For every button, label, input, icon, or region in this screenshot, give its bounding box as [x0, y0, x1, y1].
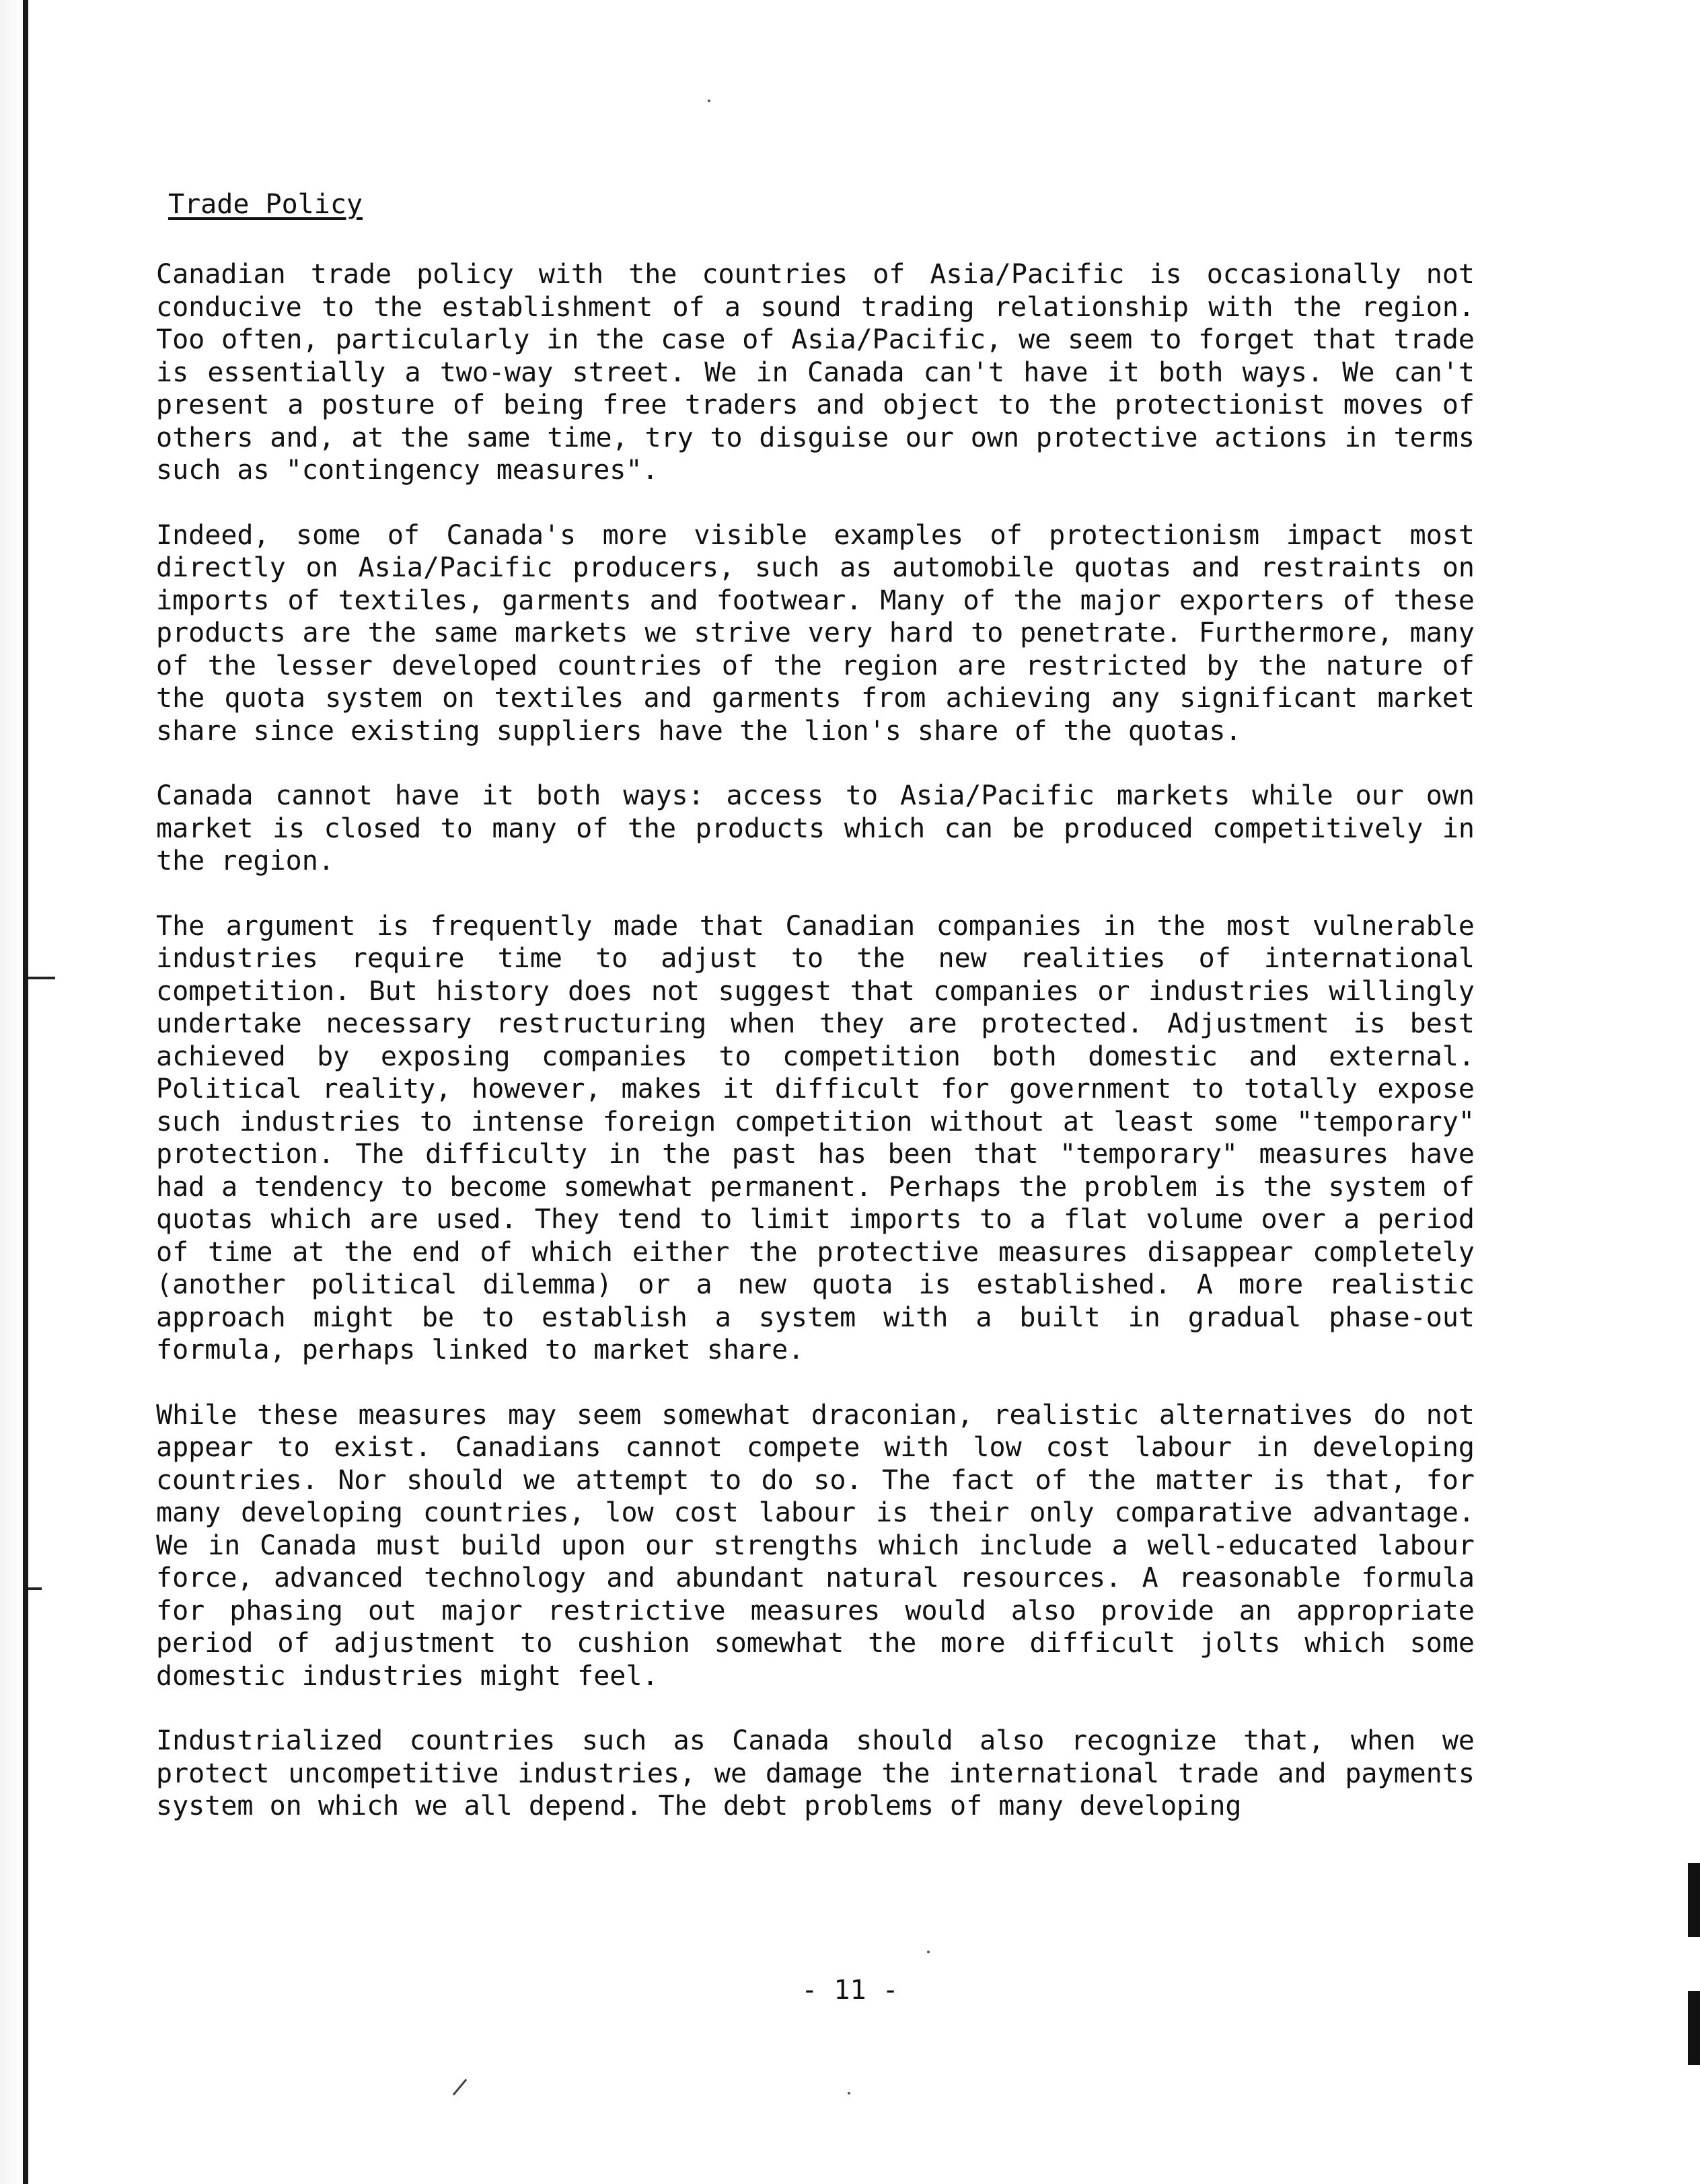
- paragraph: Indeed, some of Canada's more visible examples of protectionism impact most directly on Asia/Pacific producers, such as automobile quotas and restraints on imports of textiles, garments and footwear. Many of the major exporters of these products are the same markets we strive very hard to penetrate. Furthermore, many of the lesser developed countries of the region are restricted by the nature of the quota system on textiles and garments from achieving any significant market share since existing suppliers have the lion's share of the quotas.: [156, 519, 1475, 747]
- margin-mark: [1688, 1863, 1700, 1937]
- scan-slash: [453, 2079, 468, 2096]
- page-number: - 11 -: [801, 1975, 899, 2006]
- paragraph: While these measures may seem somewhat draconian, realistic alternatives do not appear to exist. Canadians cannot compete with low cost labour in developing countries. Nor should we attempt to do so. The fact of the matter is that, for many developing countries, low cost labour is their only comparative advantage. We in Canada must build upon our strengths which include a well-educated labour force, advanced technology and abundant natural resources. A reasonable formula for phasing out major restrictive measures would also provide an appropriate period of adjustment to cushion somewhat the more difficult jolts which some domestic industries might feel.: [156, 1399, 1475, 1692]
- paragraph: Canada cannot have it both ways: access to Asia/Pacific markets while our own market is closed to many of the products which can be produced competitively in the region.: [156, 780, 1475, 876]
- scan-speck: [927, 1951, 930, 1953]
- edge-tick: [28, 977, 55, 979]
- paragraph: Industrialized countries such as Canada should also recognize that, when we protect uncompetitive industries, we damage the international trade and payments system on which we all depend. The debt problems of many developing: [156, 1725, 1475, 1821]
- paragraph: Canadian trade policy with the countries of Asia/Pacific is occasionally not conducive to the establishment of a sound trading relationship with the region. Too often, particularly in the case of Asia/Pacific, we seem to forget that trade is essentially a two-way street. We in Canada can't have it both ways. We can't present a posture of being free traders and object to the protectionist moves of others and, at the same time, try to disguise our own protective actions in terms such as "contingency measures".: [156, 259, 1475, 486]
- binding-edge: [23, 0, 28, 2184]
- section-heading: Trade Policy: [168, 189, 363, 220]
- binding-shadow: [0, 0, 23, 2184]
- edge-tick: [28, 1587, 42, 1590]
- margin-marks: [1680, 1863, 1700, 2078]
- paragraph: The argument is frequently made that Canadian companies in the most vulnerable industries require time to adjust to the new realities of international competition. But history does not suggest that companies or industries willingly undertake necessary restructuring when they are protected. Adjustment is best achieved by exposing companies to competition both domestic and external. Political reality, however, makes it difficult for government to totally expose such industries to intense foreign competition without at least some "temporary" protection. The difficulty in the past has been that "temporary" measures have had a tendency to become somewhat permanent. Perhaps the problem is the system of quotas which are used. They tend to limit imports to a flat volume over a period of time at the end of which either the protective measures disappear completely (another political dilemma) or a new quota is established. A more realistic approach might be to establish a system with a built in gradual phase-out formula, perhaps linked to market share.: [156, 910, 1475, 1365]
- scan-speck: [708, 100, 710, 102]
- document-page: [156, 188, 1475, 1855]
- scan-speck: [848, 2092, 850, 2095]
